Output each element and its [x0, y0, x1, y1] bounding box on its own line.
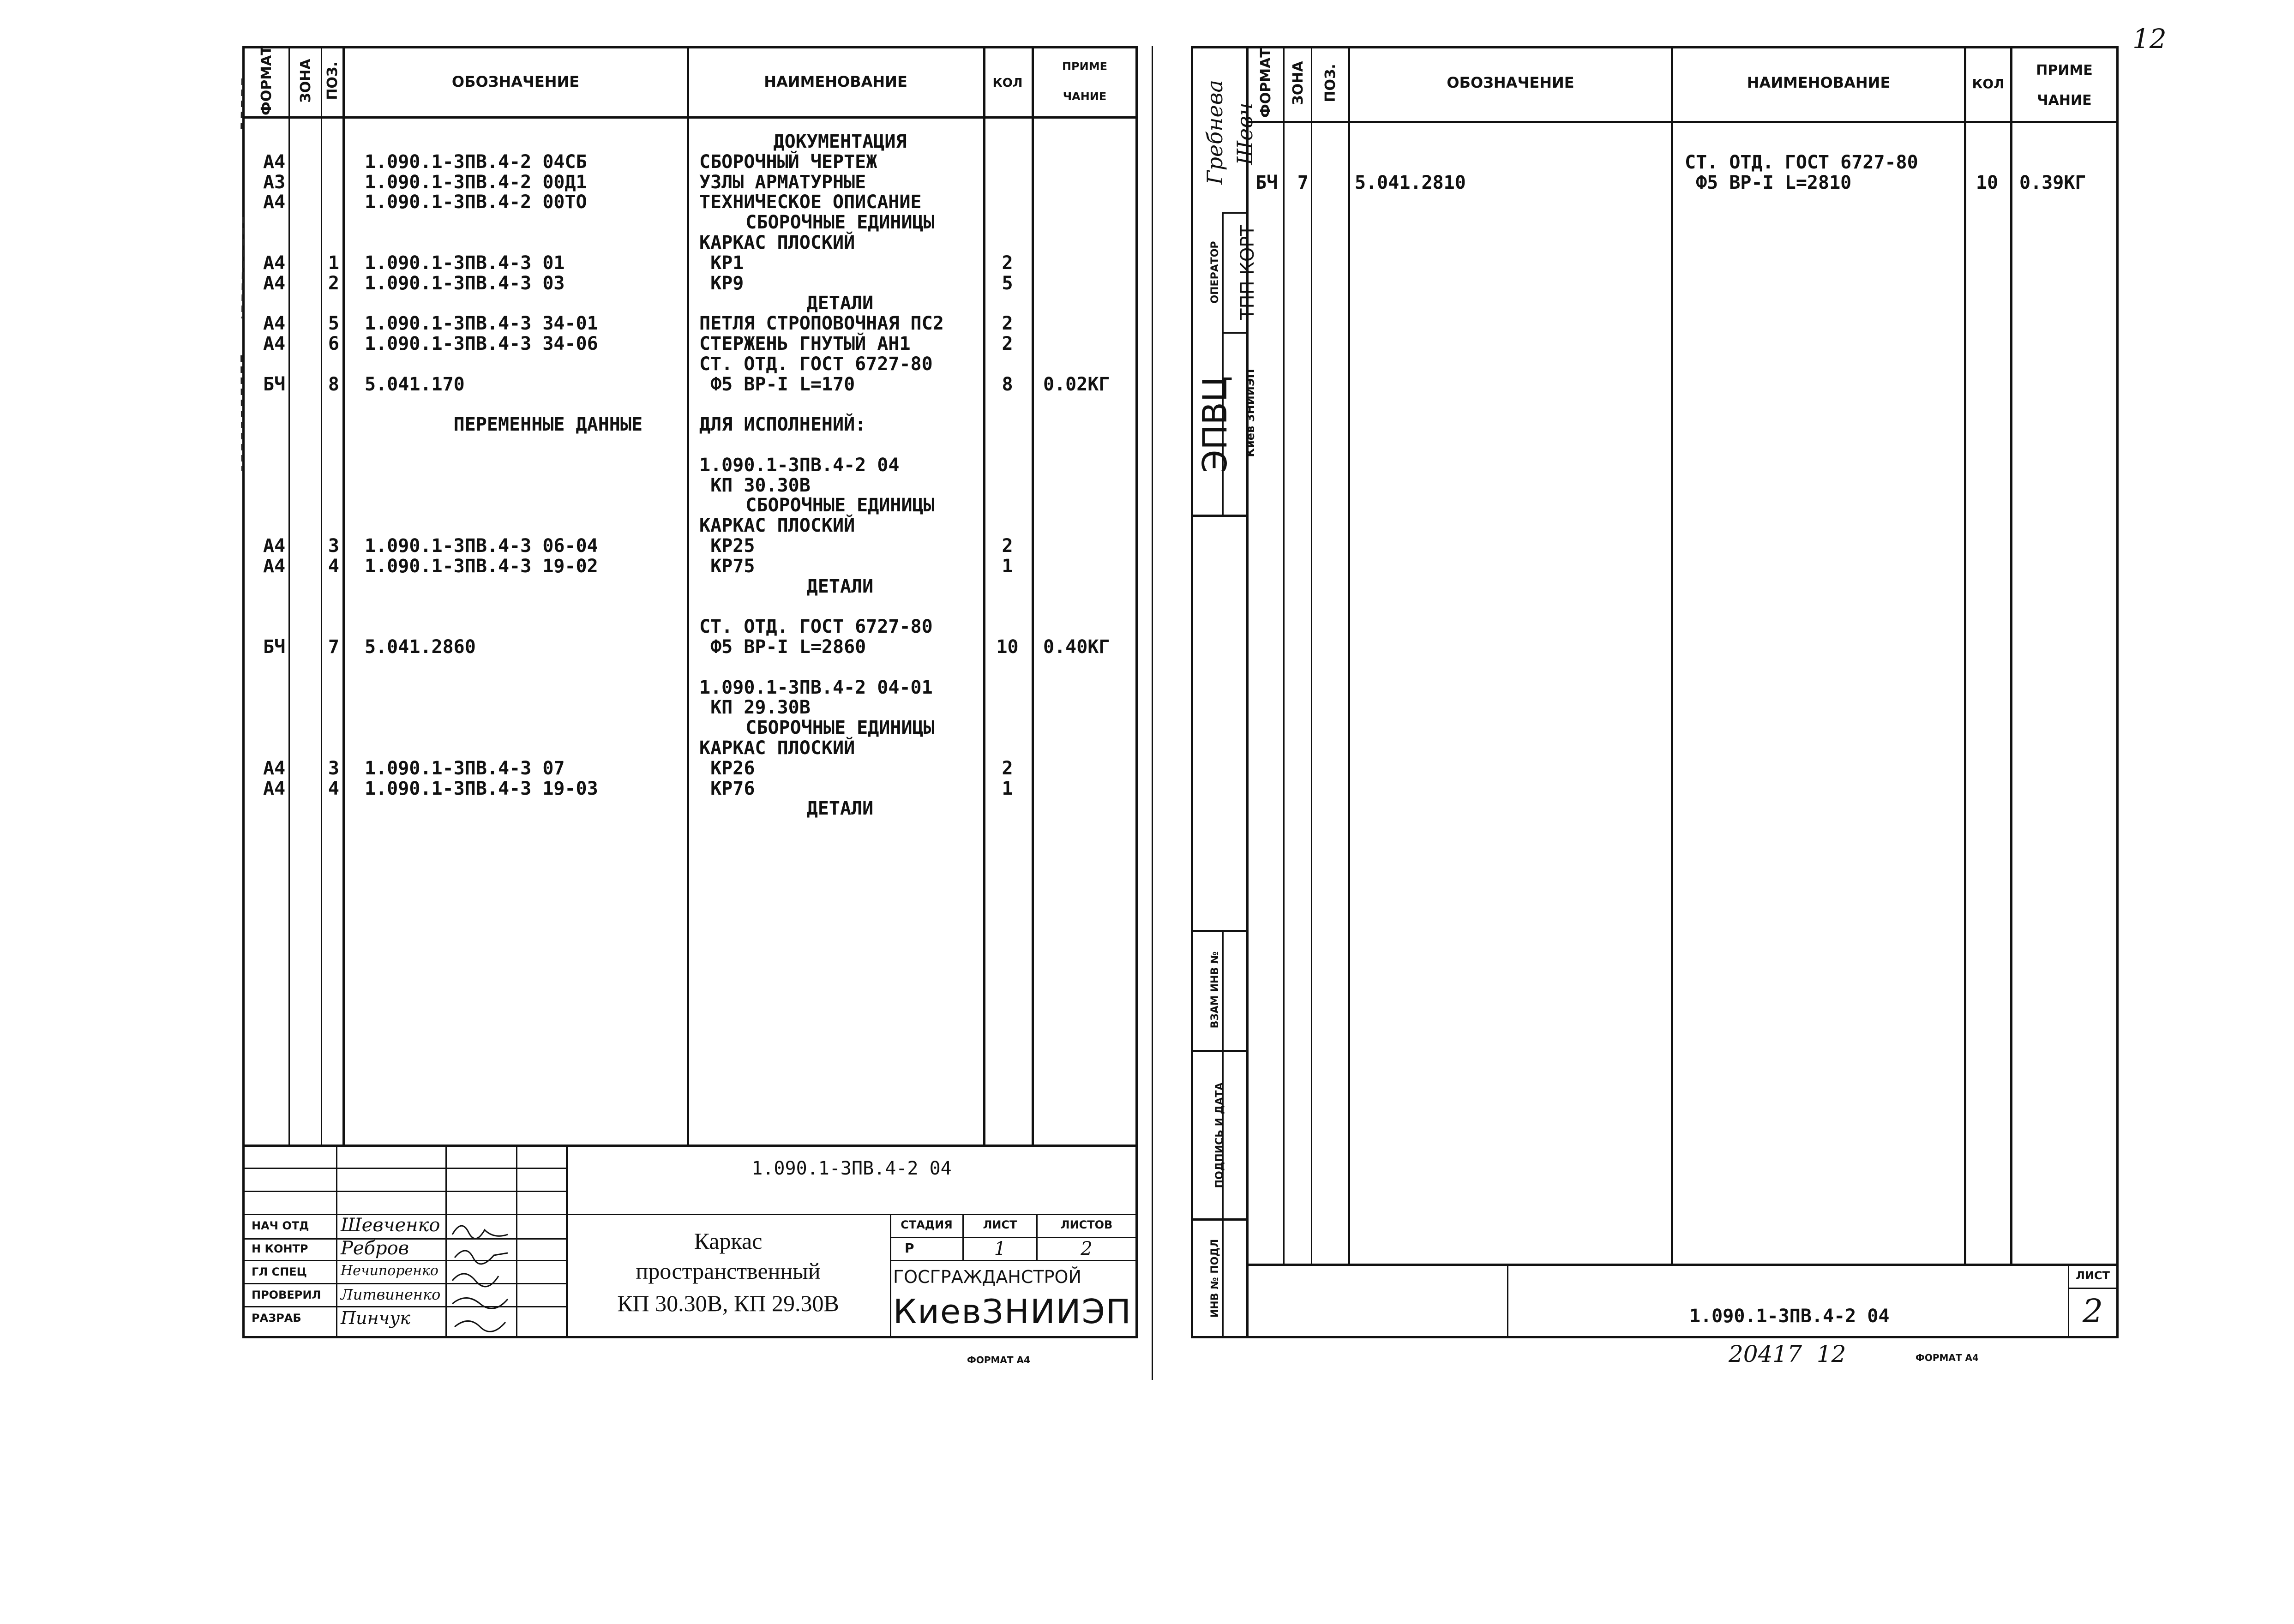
row-name: СТ. ОТД. ГОСТ 6727-80: [699, 353, 933, 375]
row-qty: 10: [996, 636, 1019, 658]
row-name: ДЕТАЛИ: [806, 798, 874, 820]
row-des: 1.090.1-3ПВ.4-2 04СБ: [365, 151, 587, 173]
header-pos: ПОЗ.: [324, 61, 341, 100]
role-2: Н КОНТР: [252, 1242, 308, 1255]
role-3: ГЛ СПЕЦ: [252, 1265, 307, 1278]
row-pos: 3: [328, 757, 339, 779]
r-header-format: ФОРМАТ: [1258, 48, 1274, 118]
row-name: КР9: [699, 272, 744, 294]
row-qty: 1: [1002, 778, 1013, 799]
margin-marks: [233, 78, 252, 475]
row-name: Ф5 ВР-I L=2860: [699, 636, 866, 658]
row-name: КР75: [699, 555, 755, 577]
row-qty: 2: [1002, 757, 1013, 779]
row-note: 0.40КГ: [1043, 636, 1110, 658]
row-name: 1.090.1-3ПВ.4-2 04: [699, 454, 900, 476]
row-name: КАРКАС ПЛОСКИЙ: [699, 737, 855, 759]
row-name: СБОРОЧНЫЕ ЕДИНИЦЫ: [745, 495, 935, 516]
r-header-qty: КОЛ: [1972, 76, 2005, 91]
row-des: 5.041.2810: [1355, 172, 1466, 193]
row-fmt: БЧ: [1255, 172, 1278, 193]
row-fmt: А4: [263, 535, 286, 557]
evc-sub: Киев ЗНИИЭП: [1244, 369, 1257, 457]
org-institute: КиевЗНИИЭП: [893, 1292, 1132, 1331]
row-name: КР26: [699, 757, 755, 779]
row-pos: 6: [328, 333, 339, 354]
row-fmt: А4: [263, 151, 286, 173]
sheet-value: 1: [994, 1238, 1006, 1259]
row-fmt: А4: [263, 333, 286, 354]
header-name: НАИМЕНОВАНИЕ: [764, 73, 907, 90]
signer-3: Нечипоренко: [341, 1263, 438, 1279]
operator-label: ОПЕРАТОР: [1209, 241, 1221, 304]
row-name: КР25: [699, 535, 755, 557]
r-header-zone: ЗОНА: [1290, 61, 1306, 105]
sheet-divider: [1152, 46, 1153, 1380]
signer-4: Литвиненко: [341, 1286, 441, 1303]
row-name: КАРКАС ПЛОСКИЙ: [699, 515, 855, 537]
stage-value: Р: [905, 1240, 914, 1256]
header-designation: ОБОЗНАЧЕНИЕ: [451, 73, 580, 90]
row-qty: 10: [1976, 172, 1999, 193]
inv-replace-label: ВЗАМ ИНВ №: [1209, 951, 1221, 1029]
role-5: РАЗРАБ: [252, 1312, 301, 1324]
row-pos: 7: [1297, 172, 1309, 193]
signature-marks: [448, 1216, 516, 1336]
row-name: КР1: [699, 252, 744, 274]
row-des: 1.090.1-3ПВ.4-3 03: [365, 272, 565, 294]
header-note-2: ЧАНИЕ: [1063, 90, 1107, 103]
row-name: ПЕТЛЯ СТРОПОВОЧНАЯ ПС2: [699, 313, 944, 335]
header-note-1: ПРИМЕ: [1062, 60, 1108, 73]
row-name: КП 30.30В: [699, 474, 811, 496]
row-name: СТЕРЖЕНЬ ГНУТЫЙ АН1: [699, 333, 911, 354]
row-qty: 1: [1002, 555, 1013, 577]
title-line-3: КП 30.30В, КП 29.30В: [617, 1290, 839, 1316]
format-label: ФОРМАТ А4: [967, 1354, 1030, 1366]
row-name: ДЛЯ ИСПОЛНЕНИЙ:: [699, 414, 866, 436]
row-des: 1.090.1-3ПВ.4-3 34-01: [365, 313, 598, 335]
sheets-label: ЛИСТОВ: [1060, 1218, 1113, 1231]
row-pos: 5: [328, 313, 339, 335]
row-qty: 5: [1002, 272, 1013, 294]
row-name: Ф5 ВР-I L=170: [699, 373, 855, 395]
r-sheet-label: ЛИСТ: [2075, 1269, 2110, 1282]
row-des: 1.090.1-3ПВ.4-3 06-04: [365, 535, 598, 557]
header-qty: КОЛ: [992, 76, 1023, 90]
r-header-name: НАИМЕНОВАНИЕ: [1747, 74, 1891, 91]
row-name: ДЕТАЛИ: [806, 293, 874, 314]
row-note: 0.02КГ: [1043, 373, 1110, 395]
row-name: КП 29.30В: [699, 697, 811, 719]
header-zone: ЗОНА: [298, 59, 314, 103]
sheets-value: 2: [1081, 1238, 1093, 1259]
row-name: ДОКУМЕНТАЦИЯ: [773, 131, 907, 152]
row-name: ТЕХНИЧЕСКОЕ ОПИСАНИЕ: [699, 192, 922, 213]
sign-date-label: ПОДПИСЬ И ДАТА: [1214, 1082, 1225, 1188]
row-name: УЗЛЫ АРМАТУРНЫЕ: [699, 171, 866, 193]
signer-2: Ребров: [341, 1238, 409, 1259]
r-header-designation: ОБОЗНАЧЕНИЕ: [1447, 74, 1574, 91]
row-des: ПЕРЕМЕННЫЕ ДАННЫЕ: [365, 414, 643, 436]
row-pos: 3: [328, 535, 339, 557]
row-name: СБОРОЧНЫЙ ЧЕРТЕЖ: [699, 151, 877, 173]
row-fmt: А3: [263, 171, 286, 193]
row-fmt: А4: [263, 555, 286, 577]
row-fmt: А4: [263, 313, 286, 335]
row-pos: 4: [328, 555, 339, 577]
row-des: 1.090.1-3ПВ.4-3 01: [365, 252, 565, 274]
inv-orig-label: ИНВ № ПОДЛ: [1209, 1239, 1221, 1318]
role-4: ПРОВЕРИЛ: [252, 1288, 321, 1301]
title-line-2: пространственный: [636, 1258, 821, 1284]
row-name: СТ. ОТД. ГОСТ 6727-80: [1685, 152, 1918, 173]
sheet-label: ЛИСТ: [983, 1218, 1017, 1231]
r-sheet-value: 2: [2082, 1292, 2103, 1330]
row-fmt: А4: [263, 252, 286, 274]
row-name: КР76: [699, 778, 755, 799]
row-name: Ф5 ВР-I L=2810: [1685, 172, 1852, 193]
side-signature-2: Шевч: [1232, 102, 1257, 165]
row-pos: 1: [328, 252, 339, 274]
row-pos: 7: [328, 636, 339, 658]
row-pos: 8: [328, 373, 339, 395]
row-name: 1.090.1-3ПВ.4-2 04-01: [699, 677, 933, 698]
role-1: НАЧ ОТД: [252, 1219, 309, 1232]
row-qty: 2: [1002, 535, 1013, 557]
signer-5: Пинчук: [341, 1308, 411, 1328]
row-note: 0.39КГ: [2019, 172, 2086, 193]
row-des: 5.041.2860: [365, 636, 476, 658]
row-des: 1.090.1-3ПВ.4-3 34-06: [365, 333, 598, 354]
row-pos: 2: [328, 272, 339, 294]
row-pos: 4: [328, 778, 339, 799]
row-des: 1.090.1-3ПВ.4-2 00Д1: [365, 171, 587, 193]
row-name: СТ. ОТД. ГОСТ 6727-80: [699, 616, 933, 638]
row-name: СБОРОЧНЫЕ ЕДИНИЦЫ: [745, 717, 935, 739]
row-fmt: БЧ: [263, 373, 286, 395]
doc-code: 1.090.1-3ПВ.4-2 04: [751, 1158, 952, 1179]
title-line-1: Каркас: [694, 1228, 763, 1254]
row-des: 1.090.1-3ПВ.4-3 07: [365, 757, 565, 779]
stage-label: СТАДИЯ: [901, 1218, 953, 1231]
row-name: КАРКАС ПЛОСКИЙ: [699, 232, 855, 253]
inventory-number: 20417 12: [1729, 1341, 1846, 1367]
row-fmt: А4: [263, 192, 286, 213]
signer-1: Шевченко: [341, 1215, 440, 1236]
r-doc-code: 1.090.1-3ПВ.4-2 04: [1689, 1306, 1890, 1327]
row-fmt: А4: [263, 778, 286, 799]
row-des: 5.041.170: [365, 373, 465, 395]
evc-label: ЭПВЦ: [1195, 376, 1234, 473]
operator-value: ТПП КОРТ: [1237, 225, 1258, 320]
row-qty: 2: [1002, 252, 1013, 274]
row-name: СБОРОЧНЫЕ ЕДИНИЦЫ: [745, 212, 935, 234]
r-format-label: ФОРМАТ А4: [1916, 1352, 1979, 1363]
row-fmt: А4: [263, 272, 286, 294]
org-name: ГОСГРАЖДАНСТРОЙ: [893, 1267, 1081, 1287]
row-name: ДЕТАЛИ: [806, 575, 874, 597]
r-header-pos: ПОЗ.: [1322, 64, 1339, 102]
page-number: 12: [2132, 23, 2167, 54]
row-fmt: БЧ: [263, 636, 286, 658]
row-des: 1.090.1-3ПВ.4-3 19-02: [365, 555, 598, 577]
row-des: 1.090.1-3ПВ.4-2 00ТО: [365, 192, 587, 213]
r-header-note-1: ПРИМЕ: [2036, 62, 2093, 78]
side-signature-1: Гребнева: [1202, 80, 1227, 185]
row-des: 1.090.1-3ПВ.4-3 19-03: [365, 778, 598, 799]
row-qty: 2: [1002, 333, 1013, 354]
r-header-note-2: ЧАНИЕ: [2037, 92, 2092, 108]
row-qty: 2: [1002, 313, 1013, 335]
header-format: ФОРМАТ: [258, 46, 275, 115]
row-qty: 8: [1002, 373, 1013, 395]
row-fmt: А4: [263, 757, 286, 779]
